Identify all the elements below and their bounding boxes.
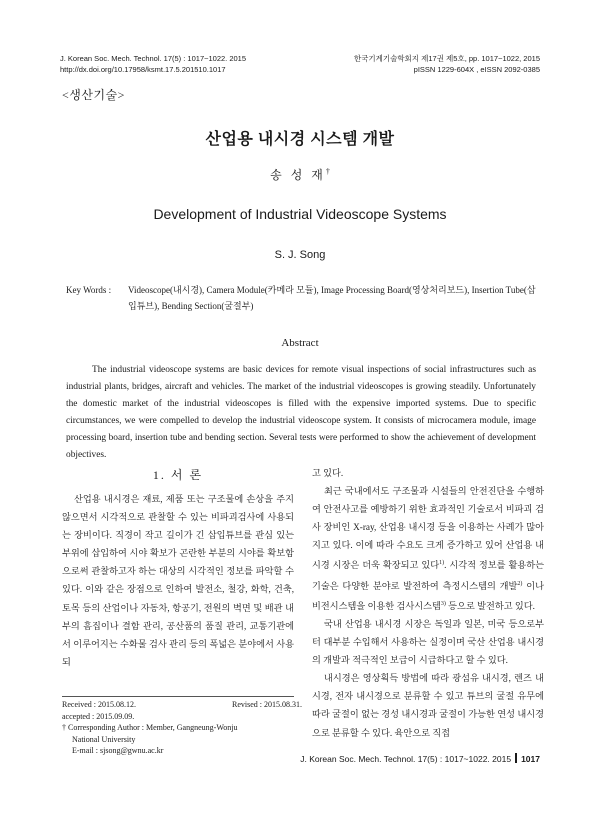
author-name-korean: 송 성 재	[270, 168, 326, 182]
footnote	[62, 699, 302, 757]
left-column	[62, 490, 294, 671]
intro-paragraph-2-part-d: 등으로 발전하고 있다.	[445, 600, 535, 611]
corresponding-author: † Corresponding Author : Member, Gangneung-Wonju	[62, 723, 238, 732]
author-english: S. J. Song	[274, 249, 326, 261]
reference-3[interactable]: 3)	[440, 600, 446, 607]
author-email[interactable]: E-mail : sjsong@gwnu.ac.kr	[72, 746, 164, 755]
footnote-dates	[62, 699, 302, 711]
keywords-label: Key Words :	[66, 285, 112, 295]
journal-citation-korean: 한국기계기술학회지 제17권 제5호, pp. 1017~1022, 2015	[353, 54, 540, 63]
page-number: 1017	[521, 754, 540, 764]
doi-link[interactable]: http://dx.doi.org/10.17958/ksmt.17.5.201510.1017	[60, 65, 226, 74]
running-header-left	[60, 53, 246, 75]
intro-paragraph-4: 내시경은 영상획득 방법에 따라 광섬유 내시경, 렌즈 내시경, 전자 내시경으로 분류할 수 있고 튜브의 굴절 유무에 따라 굴절이 없는 경성 내시경과 굴절이 가능한 연성 내시경으로 분류할 수 있다. 육안으로 직접	[312, 673, 544, 738]
abstract-title: Abstract	[281, 337, 319, 349]
intro-paragraph-2	[312, 482, 544, 615]
page-footer	[300, 753, 540, 764]
footer-citation: J. Korean Soc. Mech. Technol. 17(5) : 1017~1022. 2015	[300, 754, 512, 764]
revised-date: Revised : 2015.08.31.	[232, 700, 302, 709]
keywords	[66, 282, 536, 314]
footer-separator	[515, 753, 517, 763]
intro-paragraph-1: 산업용 내시경은 재료, 제품 또는 구조물에 손상을 주지 않으면서 시각적으로 관찰할 수 있는 비파괴검사에 사용되는 장비이다. 직경이 작고 길이가 긴 삽입튜브를 관심 있는 부위에 삽입하여 시야 확보가 곤란한 부분의 시야를 확보함으로써 관찰하고자 하는 대상의 시각적인 정보를 파악할 수 있다. 이와 같은 장점으로 인하여 발전소, 철강, 화학, 건축, 토목 등의 산업이나 자동차, 항공기, 전원의 벽면 및 배관 내부의 흠집이나 결함 관리, 공산품의 품질 관리, 교통기관에서 이루어지는 수화물 검사 관리 등의 폭넓은 분야에서 사용되	[62, 494, 294, 667]
intro-paragraph-2-part-c: 이나 비전시스템을 이용한 검사시스템	[312, 580, 544, 611]
title-korean: 산업용 내시경 시스템 개발	[205, 131, 395, 148]
reference-2[interactable]: 2)	[517, 580, 523, 587]
author-korean	[0, 166, 600, 183]
running-header-right	[354, 53, 540, 75]
section-tag: <생산기술>	[62, 88, 125, 102]
corresponding-mark: †	[325, 167, 330, 176]
keywords-text: Videoscope(내시경), Camera Module(카메라 모듈), Image Processing Board(영상처리보드), Insertion Tube(삽입튜브), Bending Section(굴절부)	[128, 285, 536, 311]
section-heading: 1. 서 론	[152, 468, 204, 482]
abstract-text: The industrial videoscope systems are basic devices for remote visual inspections of social infrastructures such as industrial plants, bridges, aircraft and vehicles. The market of the industrial videoscopes is growing steadily. Unfortunately the domestic market of the industrial videoscopes is filled with the expensive imported systems. Due to specific circumstances, we were compelled to develop the industrial videoscope system. It consists of microcamera module, image processing board, insertion tube and bending section. Several tests were performed to show the achievement of development objectives.	[66, 365, 536, 460]
issn-line: pISSN 1229-604X , eISSN 2092-0385	[413, 65, 540, 74]
right-column	[312, 464, 544, 742]
corresponding-affiliation: National University	[72, 734, 136, 744]
reference-1[interactable]: 1)	[439, 560, 445, 567]
intro-continuation: 고 있다.	[312, 468, 344, 478]
title-english: Development of Industrial Videoscope Systems	[153, 206, 447, 222]
intro-paragraph-2-part-a: 최근 국내에서도 구조물과 시설들의 안전진단을 수행하여 안전사고를 예방하기 위한 효과적인 기술로서 비파괴 검사 장비인 X-ray, 산업용 내시경 등을 이용하는 사례가 많아지고 있다. 이에 따라 수요도 크게 증가하고 있어 산업용 내시경 시장은 더욱 확장되고 있다	[312, 486, 544, 571]
intro-paragraph-3: 국내 산업용 내시경 시장은 독일과 일본, 미국 등으로부터 대부분 수입해서 사용하는 실정이며 국산 산업용 내시경의 개발과 적극적인 보급이 시급하다고 할 수 있다.	[312, 618, 544, 666]
footnote-rule	[62, 696, 294, 697]
received-date: Received : 2015.08.12.	[62, 700, 136, 709]
journal-citation: J. Korean Soc. Mech. Technol. 17(5) : 1017~1022. 2015	[60, 54, 247, 63]
accepted-date: accepted : 2015.09.09.	[62, 711, 135, 721]
intro-paragraph-2-part-b: . 시각적 정보를 활용하는 기술은 다양한 분야로 발전하여 측정시스템의 개발	[312, 560, 544, 591]
